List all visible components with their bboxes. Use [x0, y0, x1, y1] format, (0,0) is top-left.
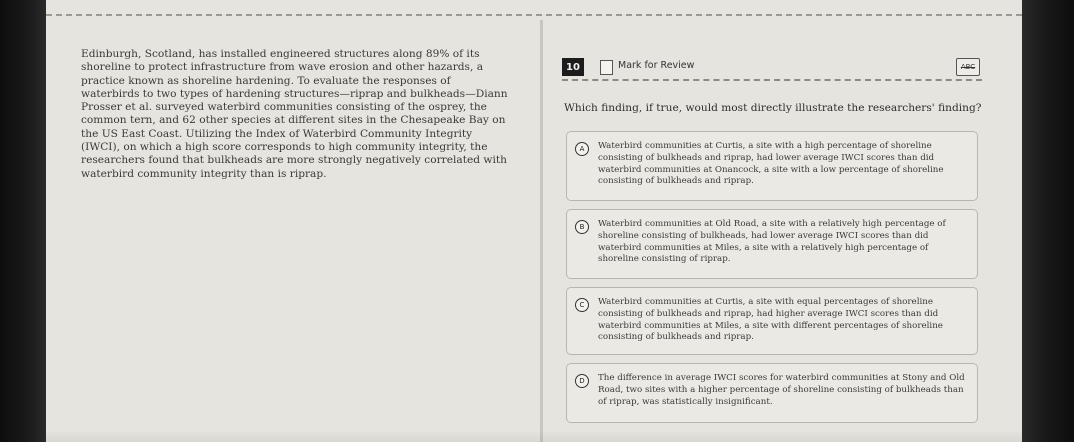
answer-choice-a[interactable]	[566, 131, 978, 201]
choice-letter-c: C	[575, 298, 589, 312]
monitor-bezel-right	[1022, 0, 1074, 442]
choice-letter-b: B	[575, 220, 589, 234]
answer-choice-c[interactable]	[566, 287, 978, 355]
answer-choice-b[interactable]	[566, 209, 978, 279]
answer-eliminator-button[interactable]: ABC	[956, 58, 980, 76]
choice-text-c: Waterbird communities at Curtis, a site with equal percentages of shoreline consisting of bulkheads and riprap, had higher average IWCI scores than did waterbird communities at Miles, a site with different percentages of shoreline consisting of bulkheads and riprap.	[598, 297, 943, 343]
question-number-badge: 10	[562, 58, 584, 76]
choice-text-b: Waterbird communities at Old Road, a site with a relatively high percentage of shoreline consisting of bulkheads, had lower average IWCI scores than did waterbird communities at Miles, a site with a relatively high percentage of shoreline consisting of riprap.	[598, 219, 946, 265]
pane-divider[interactable]	[540, 20, 543, 442]
reading-passage: Edinburgh, Scotland, has installed engineered structures along 89% of its shoreline to protect infrastructure from wave erosion and other hazards, a practice known as shoreline hardening. To evaluate the responses of waterbirds to two types of hardening structures—riprap and bulkheads—Diann Prosser et al. surveyed waterbird communities consisting of the osprey, the common tern, and 62 other species at different sites in the Chesapeake Bay on the US East Coast. Utilizing the Index of Waterbird Community Integrity (IWCI), on which a high score corresponds to high community integrity, the researchers found that bulkheads are more strongly negatively correlated with waterbird community integrity than is riprap.	[81, 48, 508, 180]
screen-bottom-shadow	[46, 430, 1022, 442]
question-header	[562, 54, 982, 76]
question-header-rule	[562, 79, 982, 81]
choice-text-a: Waterbird communities at Curtis, a site with a high percentage of shoreline consisting of bulkheads and riprap, had lower average IWCI scores than did waterbird communities at Onancock, a site with a low percentage of shoreline consisting of bulkheads and riprap.	[598, 141, 944, 187]
top-divider	[46, 14, 1022, 16]
test-screen	[46, 0, 1022, 442]
choice-letter-d: D	[575, 374, 589, 388]
question-prompt: Which finding, if true, would most directly illustrate the researchers' finding?	[564, 102, 982, 114]
mark-for-review-label[interactable]: Mark for Review	[618, 60, 695, 71]
choice-letter-a: A	[575, 142, 589, 156]
bookmark-icon[interactable]	[600, 60, 613, 75]
answer-choice-d[interactable]	[566, 363, 978, 423]
monitor-bezel-left	[0, 0, 46, 442]
choice-text-d: The difference in average IWCI scores for waterbird communities at Stony and Old Road, two sites with a higher percentage of shoreline consisting of bulkheads than of riprap, was statistically insignificant.	[598, 373, 965, 407]
